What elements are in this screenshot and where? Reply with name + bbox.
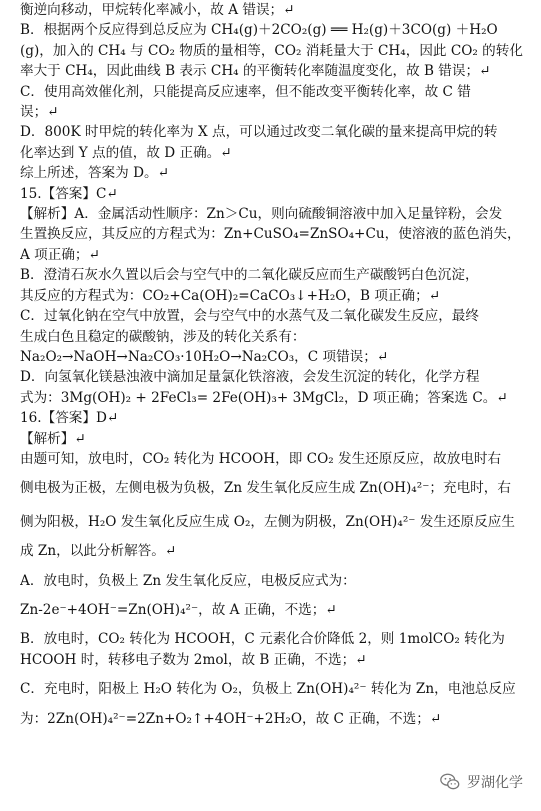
watermark bbox=[435, 769, 527, 795]
text-line: 式为：3Mg(OH)₂ + 2FeCl₃= 2Fe(OH)₃+ 3MgCl₂，D 项正确；答案选 C。↵ bbox=[20, 389, 508, 406]
equation-line: 为：2Zn(OH)₄²⁻=2Zn+O₂↑+4OH⁻+2H₂O，故 C 正确，不选；↵ bbox=[20, 710, 442, 727]
text-line: 由题可知，放电时，CO₂ 转化为 HCOOH，即 CO₂ 发生还原反应，故放电时右 bbox=[20, 450, 502, 467]
text-line: C．使用高效催化剂，只能提高反应速率，但不能改变平衡转化率，故 C 错 bbox=[20, 83, 471, 100]
text-line: 综上所述，答案为 D。↵ bbox=[20, 165, 169, 182]
text-line: 误；↵ bbox=[20, 104, 59, 121]
text-line: 【解析】A．金属活动性顺序：Zn＞Cu，则向硫酸铜溶液中加入足量锌粉，会发 bbox=[20, 206, 503, 223]
text-line: 生置换反应，其反应的方程式为：Zn+CuSO₄=ZnSO₄+Cu，使溶液的蓝色消失， bbox=[20, 226, 521, 243]
text-line: 侧为阳极，H₂O 发生氧化反应生成 O₂，左侧为阴极，Zn(OH)₄²⁻ 发生还原反应生 bbox=[20, 513, 515, 530]
text-line: B．根据两个反应得到总反应为 CH₄(g)＋2CO₂(g) ══ H₂(g)＋3CO(g) ＋H₂O bbox=[20, 22, 498, 39]
text-line: (g)，加入的 CH₄ 与 CO₂ 物质的量相等，CO₂ 消耗量大于 CH₄，因此 CO₂ 的转化 bbox=[20, 42, 523, 59]
text-line: B．放电时，CO₂ 转化为 HCOOH，C 元素化合价降低 2，则 1molCO₂ 转化为 bbox=[20, 631, 505, 648]
watermark-text: 罗湖化学 bbox=[467, 775, 523, 791]
text-line: C．过氧化钠在空气中放置，会与空气中的水蒸气及二氧化碳发生反应，最终 bbox=[20, 308, 479, 325]
answer-heading-15: 15.【答案】C↵ bbox=[20, 185, 118, 202]
text-line: B．澄清石灰水久置以后会与空气中的二氧化碳反应而生产碳酸钙白色沉淀， bbox=[20, 267, 479, 284]
text-line: 化率达到 Y 点的值，故 D 正确。↵ bbox=[20, 144, 232, 161]
text-line: 生成白色且稳定的碳酸钠，涉及的转化关系有： bbox=[20, 328, 306, 345]
equation-line: Zn-2e⁻+4OH⁻=Zn(OH)₄²⁻，故 A 正确，不选；↵ bbox=[20, 601, 337, 618]
text-line: A．放电时，负极上 Zn 发生氧化反应，电极反应式为： bbox=[20, 572, 356, 589]
wechat-icon bbox=[439, 771, 461, 793]
answer-heading-16: 16.【答案】D↵ bbox=[20, 410, 119, 427]
text-line: A 项正确；↵ bbox=[20, 246, 100, 263]
analysis-heading: 【解析】↵ bbox=[20, 430, 86, 447]
text-line: 侧电极为正极，左侧电极为负极，Zn 发生氧化反应生成 Zn(OH)₄²⁻；充电时，右 bbox=[20, 480, 511, 497]
text-line: 率大于 CH₄，因此曲线 B 表示 CH₄ 的平衡转化率随温度变化，故 B 错误；↵ bbox=[20, 63, 491, 80]
text-line: C．充电时，阳极上 H₂O 转化为 O₂，负极上 Zn(OH)₄²⁻ 转化为 Zn，电池总反应 bbox=[20, 681, 516, 698]
text-line: D．800K 时甲烷的转化率为 X 点，可以通过改变二氧化碳的量来提高甲烷的转 bbox=[20, 124, 498, 141]
text-line: 成 Zn，以此分析解答。↵ bbox=[20, 543, 177, 560]
text-line: Na₂O₂→NaOH→Na₂CO₃·10H₂O→Na₂CO₃，C 项错误；↵ bbox=[20, 348, 389, 365]
text-line: 其反应的方程式为：CO₂+Ca(OH)₂=CaCO₃↓+H₂O，B 项正确；↵ bbox=[20, 287, 441, 304]
text-line: 衡逆向移动，甲烷转化率减小，故 A 错误；↵ bbox=[20, 2, 295, 18]
text-line: D．向氢氧化镁悬浊液中滴加足量氯化铁溶液，会发生沉淀的转化，化学方程 bbox=[20, 369, 480, 386]
text-line: HCOOH 时，转移电子数为 2mol，故 B 正确，不选；↵ bbox=[20, 651, 367, 668]
